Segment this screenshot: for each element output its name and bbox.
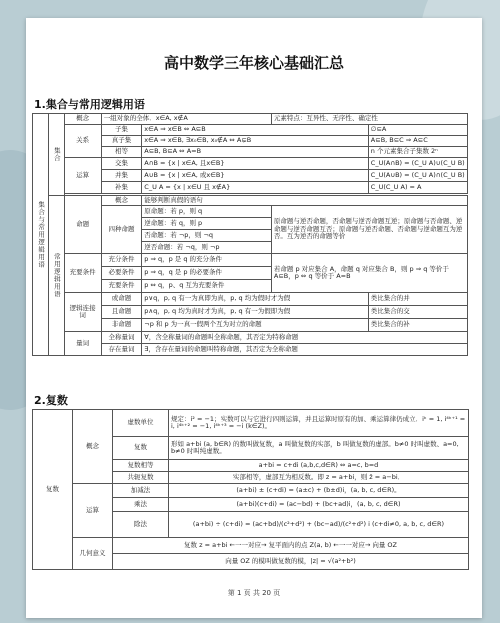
geometry-line1: 复数 z = a+bi ←一一对应→ 复平面内的点 Z(a, b) ←一一对应→ 向量 OZ bbox=[113, 538, 469, 554]
relation-name: 真子集 bbox=[101, 136, 142, 147]
group-label: 集合与常用逻辑用语 bbox=[33, 114, 49, 356]
quantifier-def: ∀，含全称量词的命题叫全称命题，其否定为特称命题 bbox=[142, 332, 468, 344]
concept-row-def: 实部相等，虚部互为相反数。即 z = a+bi，则 z̄ = a−bi． bbox=[169, 472, 469, 484]
operation-law: C_U(A∪B) = (C_U A)∩(C_U B) bbox=[368, 170, 467, 182]
relation-name: 子集 bbox=[101, 125, 142, 136]
relation-name: 相等 bbox=[101, 147, 142, 158]
relations-label: 关系 bbox=[64, 125, 101, 158]
connective-def: p∨q，p, q 有一为真即为真，p, q 均为假时才为假 bbox=[142, 293, 369, 306]
connective-def: ¬p 和 p 为一真一假两个互为对立的命题 bbox=[142, 319, 369, 332]
relation-def: x∈A ⇒ x∈B ⇔ A⊆B bbox=[142, 125, 369, 136]
relation-note: ∅⊆A bbox=[368, 125, 467, 136]
geometry-line2: 向量 OZ 的模叫做复数的模，|z| = √(a²+b²) bbox=[113, 554, 469, 570]
concept-text2: 元素特点：互异性、无序性、确定性 bbox=[271, 114, 467, 125]
operation-row-name: 除法 bbox=[113, 512, 169, 538]
connective-note: 类比集合的补 bbox=[368, 319, 467, 332]
concept-text: 一组对象的全体．x∈A, x∉A bbox=[101, 114, 271, 125]
operation-def: A∪B = {x | x∈A, 或x∈B} bbox=[142, 170, 369, 182]
conditions-label: 充要条件 bbox=[64, 254, 101, 293]
operation-row-def: (a+bi)(c+di) = (ac−bd) + (bc+ad)i，(a, b, c, d∈R) bbox=[169, 498, 469, 512]
concept-row-def: a+bi = c+di (a,b,c,d∈R) ⇔ a=c, b=d bbox=[169, 460, 469, 472]
operation-law: C_U(A∩B) = (C_U A)∪(C_U B) bbox=[368, 158, 467, 170]
concept-row-name: 复数相等 bbox=[113, 460, 169, 472]
operation-law: C_U(C_U A) = A bbox=[368, 182, 467, 194]
operation-name: 交集 bbox=[101, 158, 142, 170]
sets-logic-table bbox=[32, 113, 468, 356]
complex-operations-label: 运算 bbox=[73, 484, 113, 538]
complex-number-table bbox=[32, 409, 469, 570]
section-1-heading: 1.集合与常用逻辑用语 bbox=[34, 98, 145, 111]
proposition-concept-text: 能够判断真假的语句 bbox=[142, 196, 468, 206]
operation-row-def: (a+bi) ± (c+di) = (a±c) + (b±d)i，(a, b, c, d∈R)。 bbox=[169, 484, 469, 498]
connectives-label: 逻辑连接词 bbox=[64, 293, 101, 332]
proposition-note: 原命题与逆否命题，否命题与逆否命题互逆；原命题与否命题、逆命题与逆否命题互否；原命题与逆否命题、否命题与逆命题互为逆否。互为逆否的命题等价 bbox=[271, 206, 467, 254]
condition-def: p ⇔ q，p、q 互为充要条件 bbox=[142, 280, 272, 293]
proposition-item: 原命题：若 p，则 q bbox=[142, 206, 272, 218]
operation-def: A∩B = {x | x∈A, 且x∈B} bbox=[142, 158, 369, 170]
connective-name: 且命题 bbox=[101, 306, 142, 319]
four-propositions-label: 四种命题 bbox=[101, 206, 142, 254]
complex-concept-label: 概念 bbox=[73, 410, 113, 484]
operation-def: C_U A = {x | x∈U 且 x∉A} bbox=[142, 182, 369, 194]
quantifier-name: 存在量词 bbox=[101, 344, 142, 356]
connective-note: 类比集合的并 bbox=[368, 293, 467, 306]
operation-row-name: 乘法 bbox=[113, 498, 169, 512]
relation-def: x∈A ⇒ x∈B, ∃x₀∈B, x₀∉A ⇔ A⊊B bbox=[142, 136, 369, 147]
page-footer: 第 1 页 共 20 页 bbox=[227, 589, 281, 597]
condition-name: 必要条件 bbox=[101, 267, 142, 280]
document-page bbox=[26, 18, 482, 618]
concept-row-def: 形如 a+bi (a, b∈R) 的数叫做复数，a 叫做复数的实部，b 叫做复数的虚部。b≠0 时叫虚数、a=0, b≠0 时叫纯虚数。 bbox=[169, 437, 469, 460]
proposition-concept-label: 概念 bbox=[101, 196, 142, 206]
conditions-note: 若命题 p 对应集合 A，命题 q 对应集合 B，则 p ⇒ q 等价于 A⊆B，p ⇔ q 等价于 A=B bbox=[271, 254, 467, 293]
sets-label: 集合 bbox=[48, 114, 64, 196]
operation-row-name: 加减法 bbox=[113, 484, 169, 498]
connective-note: 类比集合的交 bbox=[368, 306, 467, 319]
condition-def: p ⇒ q，p 是 q 的充分条件 bbox=[142, 254, 272, 267]
concept-label: 概念 bbox=[64, 114, 101, 125]
operations-label: 运算 bbox=[64, 158, 101, 194]
condition-name: 充分条件 bbox=[101, 254, 142, 267]
operation-row-def: (a+bi) ÷ (c+di) = (ac+bd)/(c²+d²) + (bc−ad)/(c²+d²) i (c+di≠0, a, b, c, d∈R) bbox=[169, 512, 469, 538]
quantifiers-label: 量词 bbox=[64, 332, 101, 356]
page-title: 高中数学三年核心基础汇总 bbox=[163, 54, 344, 72]
concept-row-name: 共轭复数 bbox=[113, 472, 169, 484]
relation-note: A⊆B, B⊆C ⇒ A⊆C bbox=[368, 136, 467, 147]
proposition-item: 逆否命题：若 ¬q，则 ¬p bbox=[142, 242, 272, 254]
geometry-label: 几何意义 bbox=[73, 538, 113, 570]
connective-name: 非命题 bbox=[101, 319, 142, 332]
connective-name: 或命题 bbox=[101, 293, 142, 306]
operation-name: 补集 bbox=[101, 182, 142, 194]
logic-label: 常用逻辑用语 bbox=[48, 196, 64, 356]
quantifier-def: ∃，含存在量词的命题叫特称命题，其否定为全称命题 bbox=[142, 344, 468, 356]
condition-def: p ⇒ q，q 是 p 的必要条件 bbox=[142, 267, 272, 280]
complex-group-label: 复数 bbox=[33, 410, 73, 570]
relation-note: n 个元素集合子集数 2ⁿ bbox=[368, 147, 467, 158]
section-2-heading: 2.复数 bbox=[34, 394, 68, 407]
relation-def: A⊆B, B⊆A ⇔ A=B bbox=[142, 147, 369, 158]
proposition-item: 否命题：若 ¬p，则 ¬q bbox=[142, 230, 272, 242]
quantifier-name: 全称量词 bbox=[101, 332, 142, 344]
proposition-label: 命题 bbox=[64, 196, 101, 254]
concept-row-name: 复数 bbox=[113, 437, 169, 460]
connective-def: p∧q，p, q 均为真时才为真，p, q 有一为假即为假 bbox=[142, 306, 369, 319]
operation-name: 并集 bbox=[101, 170, 142, 182]
proposition-item: 逆命题：若 q，则 p bbox=[142, 218, 272, 230]
concept-row-def: 规定：i² = −1；实数可以与它进行四则运算，并且运算时原有的加、乘运算律仍成立．iᵏ = 1, i⁴ᵏ⁺¹ = i, i⁴ᵏ⁺² = −1, i⁴ᵏ⁺³ = −i (k∈Z)。 bbox=[169, 410, 469, 437]
concept-row-name: 虚数单位 bbox=[113, 410, 169, 437]
condition-name: 充要条件 bbox=[101, 280, 142, 293]
